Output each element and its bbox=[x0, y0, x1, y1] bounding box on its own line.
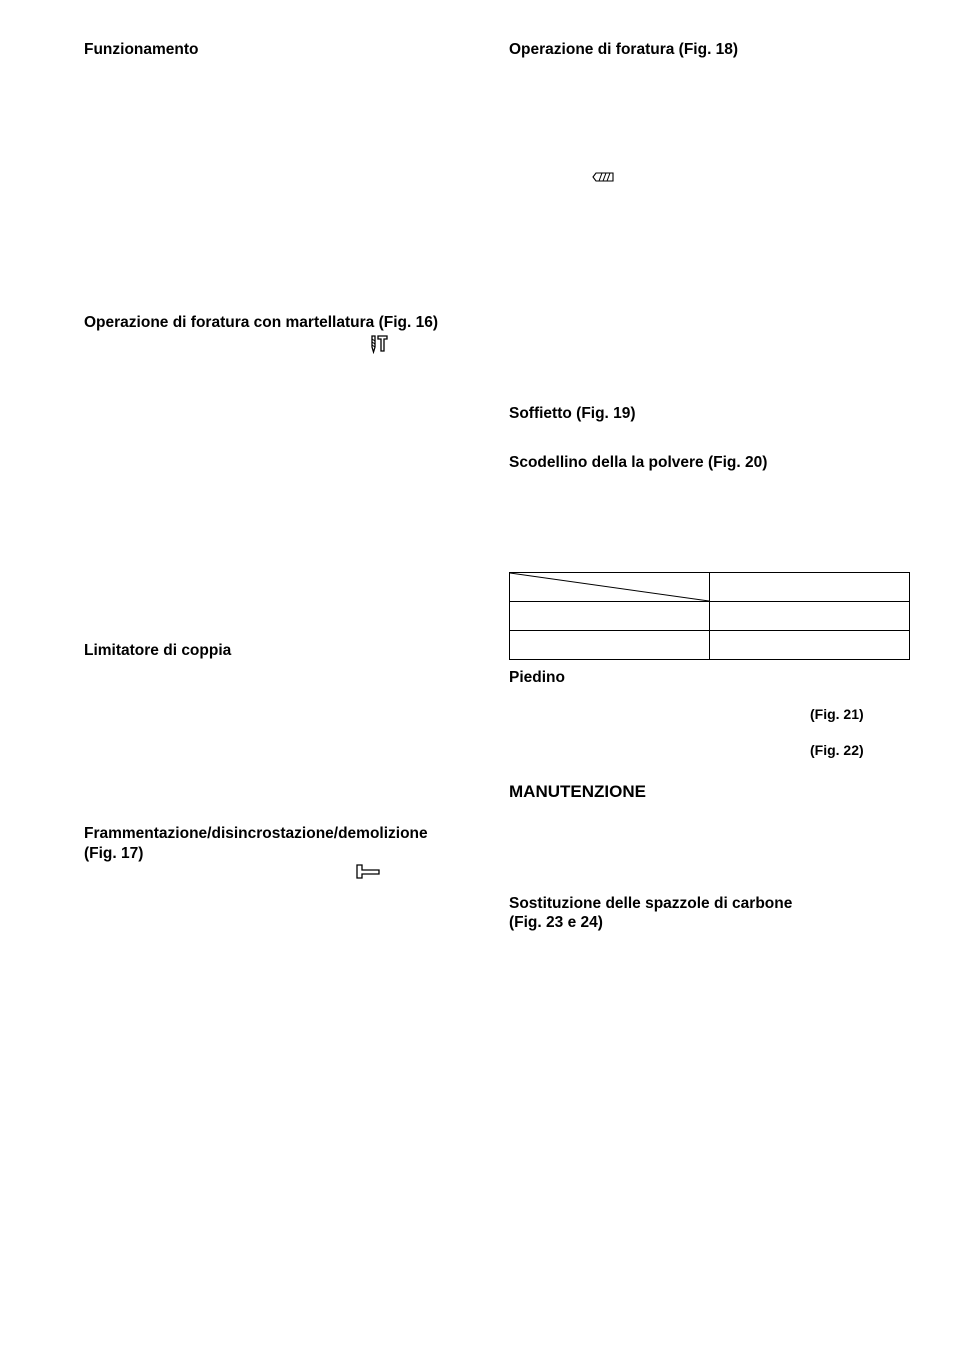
rotation-only-mode-icon bbox=[592, 172, 614, 182]
table-cell bbox=[710, 631, 910, 660]
fig-ref-21: (Fig. 21) bbox=[810, 706, 864, 722]
table-header-cell-diagonal bbox=[510, 573, 710, 602]
heading-piedino: Piedino bbox=[509, 669, 565, 686]
heading-manutenzione: MANUTENZIONE bbox=[509, 782, 646, 801]
heading-spazzole-fig: (Fig. 23 e 24) bbox=[509, 914, 603, 931]
table-cell bbox=[710, 602, 910, 631]
hammer-only-mode-icon bbox=[355, 864, 381, 879]
dust-cup-table bbox=[509, 572, 910, 660]
table-row bbox=[510, 573, 910, 602]
diagonal-line bbox=[510, 573, 709, 601]
table-row bbox=[510, 631, 910, 660]
table-cell bbox=[510, 631, 710, 660]
table-row bbox=[510, 602, 910, 631]
heading-foratura-martellatura: Operazione di foratura con martellatura (Fig. 16) bbox=[84, 314, 438, 331]
heading-scodellino: Scodellino della la polvere (Fig. 20) bbox=[509, 454, 768, 471]
heading-soffietto: Soffietto (Fig. 19) bbox=[509, 405, 636, 422]
table-cell bbox=[510, 602, 710, 631]
hammer-drill-mode-icon bbox=[369, 334, 389, 354]
fig-ref-22: (Fig. 22) bbox=[810, 742, 864, 758]
heading-frammentazione-fig: (Fig. 17) bbox=[84, 845, 144, 862]
heading-limitatore: Limitatore di coppia bbox=[84, 642, 232, 659]
heading-foratura: Operazione di foratura (Fig. 18) bbox=[509, 41, 739, 58]
heading-frammentazione: Frammentazione/disincrostazione/demolizione bbox=[84, 825, 428, 842]
heading-spazzole: Sostituzione delle spazzole di carbone bbox=[509, 895, 793, 912]
table-cell bbox=[710, 573, 910, 602]
heading-funzionamento: Funzionamento bbox=[84, 41, 199, 58]
